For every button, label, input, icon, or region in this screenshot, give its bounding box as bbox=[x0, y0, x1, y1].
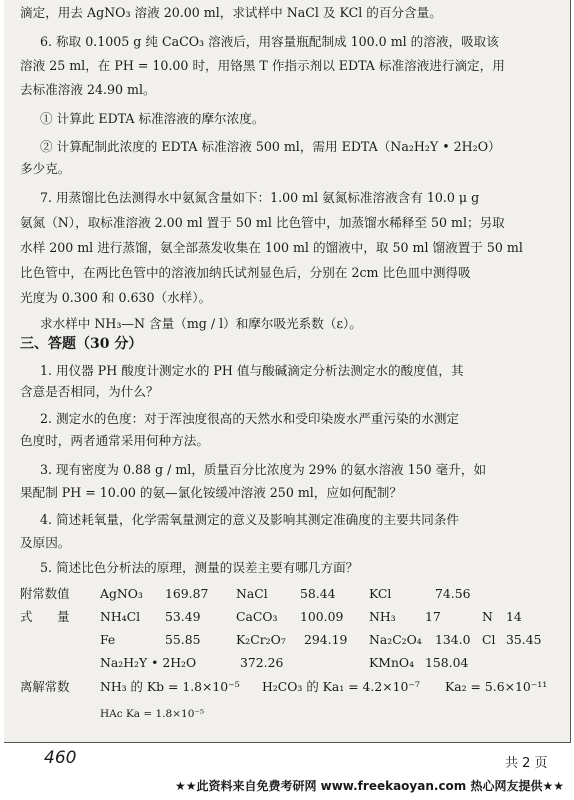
table-cell: 55.85 bbox=[165, 632, 201, 647]
table-cell: KCl bbox=[369, 586, 392, 601]
dissociation-constant: NH₃ 的 Kb = 1.8×10⁻⁵ bbox=[100, 679, 240, 694]
table-cell: 169.87 bbox=[165, 586, 209, 601]
text-line: 多少克。 bbox=[20, 161, 71, 176]
dissociation-constant: HAc Ka = 1.8×10⁻⁵ bbox=[100, 708, 205, 720]
table-cell: Na₂H₂Y • 2H₂O bbox=[100, 655, 197, 670]
table-cell: Fe bbox=[100, 632, 116, 647]
answer-question-3: 3. 现有密度为 0.88 g / ml，质量百分比浓度为 29% 的氨水溶液 150 毫升，如 bbox=[40, 462, 487, 477]
text-line: 氨氮（N），取标准溶液 2.00 ml 置于 50 ml 比色管中，加蒸馏水稀释至 50 ml；另取 bbox=[20, 215, 505, 230]
question-6: 6. 称取 0.1005 g 纯 CaCO₃ 溶液后，用容量瓶配制成 100.0 ml 的溶液，吸取该 bbox=[40, 34, 499, 49]
exam-page bbox=[4, 0, 571, 743]
table-cell: KMnO₄ bbox=[369, 655, 415, 670]
handwritten-page-number: 460 bbox=[44, 748, 77, 768]
dissociation-label: 离解常数 bbox=[20, 679, 70, 694]
text-line: 水样 200 ml 进行蒸馏，氨全部蒸发收集在 100 ml 的馏液中，取 50 ml 馏液置于 50 ml bbox=[20, 240, 523, 255]
source-footer: ★★此资料来自免费考研网 www.freekaoyan.com 热心网友提供★★ bbox=[174, 779, 564, 793]
table-cell: 74.56 bbox=[435, 586, 471, 601]
answer-question-1: 1. 用仪器 PH 酸度计测定水的 PH 值与酸碱滴定分析法测定水的酸度值，其 bbox=[40, 363, 464, 378]
table-cell: Na₂C₂O₄ bbox=[369, 632, 422, 647]
sub-question-2: ② 计算配制此浓度的 EDTA 标准溶液 500 ml，需用 EDTA（Na₂H₂Y • 2H₂O） bbox=[40, 139, 501, 154]
dissociation-constant: H₂CO₃ 的 Ka₁ = 4.2×10⁻⁷ bbox=[262, 679, 420, 694]
table-cell: AgNO₃ bbox=[100, 586, 143, 601]
table-cell: 53.49 bbox=[165, 609, 201, 624]
table-cell: K₂Cr₂O₇ bbox=[236, 632, 286, 647]
text-line: 比色管中，在两比色管中的溶液加纳氏试剂显色后，分别在 2cm 比色皿中测得吸 bbox=[20, 265, 471, 280]
table-cell: 14 bbox=[506, 609, 522, 624]
text-line: 色度时，两者通常采用何种方法。 bbox=[20, 433, 209, 448]
answer-question-4: 4. 简述耗氧量，化学需氧量测定的意义及影响其测定准确度的主要共同条件 bbox=[40, 512, 460, 527]
table-cell: Cl bbox=[482, 632, 496, 647]
table-cell: NH₄Cl bbox=[100, 609, 141, 624]
constants-label: 附常数值 bbox=[20, 586, 70, 601]
text-line: 去标准溶液 24.90 ml。 bbox=[20, 82, 156, 97]
table-cell: 100.09 bbox=[300, 609, 344, 624]
question-7: 7. 用蒸馏比色法测得水中氨氮含量如下：1.00 ml 氨氮标准溶液含有 10.0 μ g bbox=[40, 190, 480, 205]
table-cell: CaCO₃ bbox=[236, 609, 278, 624]
formula-weight-label: 式 量 bbox=[20, 609, 70, 624]
table-cell: 158.04 bbox=[425, 655, 469, 670]
table-cell: N bbox=[482, 609, 493, 624]
table-cell: NaCl bbox=[236, 586, 268, 601]
text-line: 滴定，用去 AgNO₃ 溶液 20.00 ml，求试样中 NaCl 及 KCl 的百分含量。 bbox=[20, 5, 442, 20]
table-cell: 17 bbox=[425, 609, 441, 624]
text-line: 求水样中 NH₃—N 含量（mg / l）和摩尔吸光系数（ε）。 bbox=[40, 316, 362, 331]
table-cell: 294.19 bbox=[304, 632, 348, 647]
table-cell: 58.44 bbox=[300, 586, 336, 601]
text-line: 含意是否相同，为什么？ bbox=[20, 384, 159, 399]
table-cell: 134.0 bbox=[435, 632, 471, 647]
section-heading: 三、答题（30 分） bbox=[20, 336, 143, 352]
text-line: 果配制 PH = 10.00 的氨—氯化铵缓冲溶液 250 ml，应如何配制？ bbox=[20, 485, 402, 500]
table-cell: 372.26 bbox=[240, 655, 284, 670]
table-cell: 35.45 bbox=[506, 632, 542, 647]
answer-question-2: 2. 测定水的色度：对于浑浊度很高的天然水和受印染废水严重污染的水测定 bbox=[40, 411, 460, 426]
table-cell: NH₃ bbox=[369, 609, 396, 624]
handwritten-page-count: 共 2 页 bbox=[505, 756, 548, 771]
text-line: 光度为 0.300 和 0.630（水样）。 bbox=[20, 290, 212, 305]
text-line: 及原因。 bbox=[20, 535, 71, 550]
dissociation-constant: Ka₂ = 5.6×10⁻¹¹ bbox=[445, 679, 548, 694]
answer-question-5: 5. 简述比色分析法的原理，测量的误差主要有哪几方面？ bbox=[40, 560, 359, 575]
text-line: 溶液 25 ml，在 PH = 10.00 时，用铬黑 T 作指示剂以 EDTA 标准溶液进行滴定，用 bbox=[20, 58, 505, 73]
sub-question-1: ① 计算此 EDTA 标准溶液的摩尔浓度。 bbox=[40, 111, 265, 126]
